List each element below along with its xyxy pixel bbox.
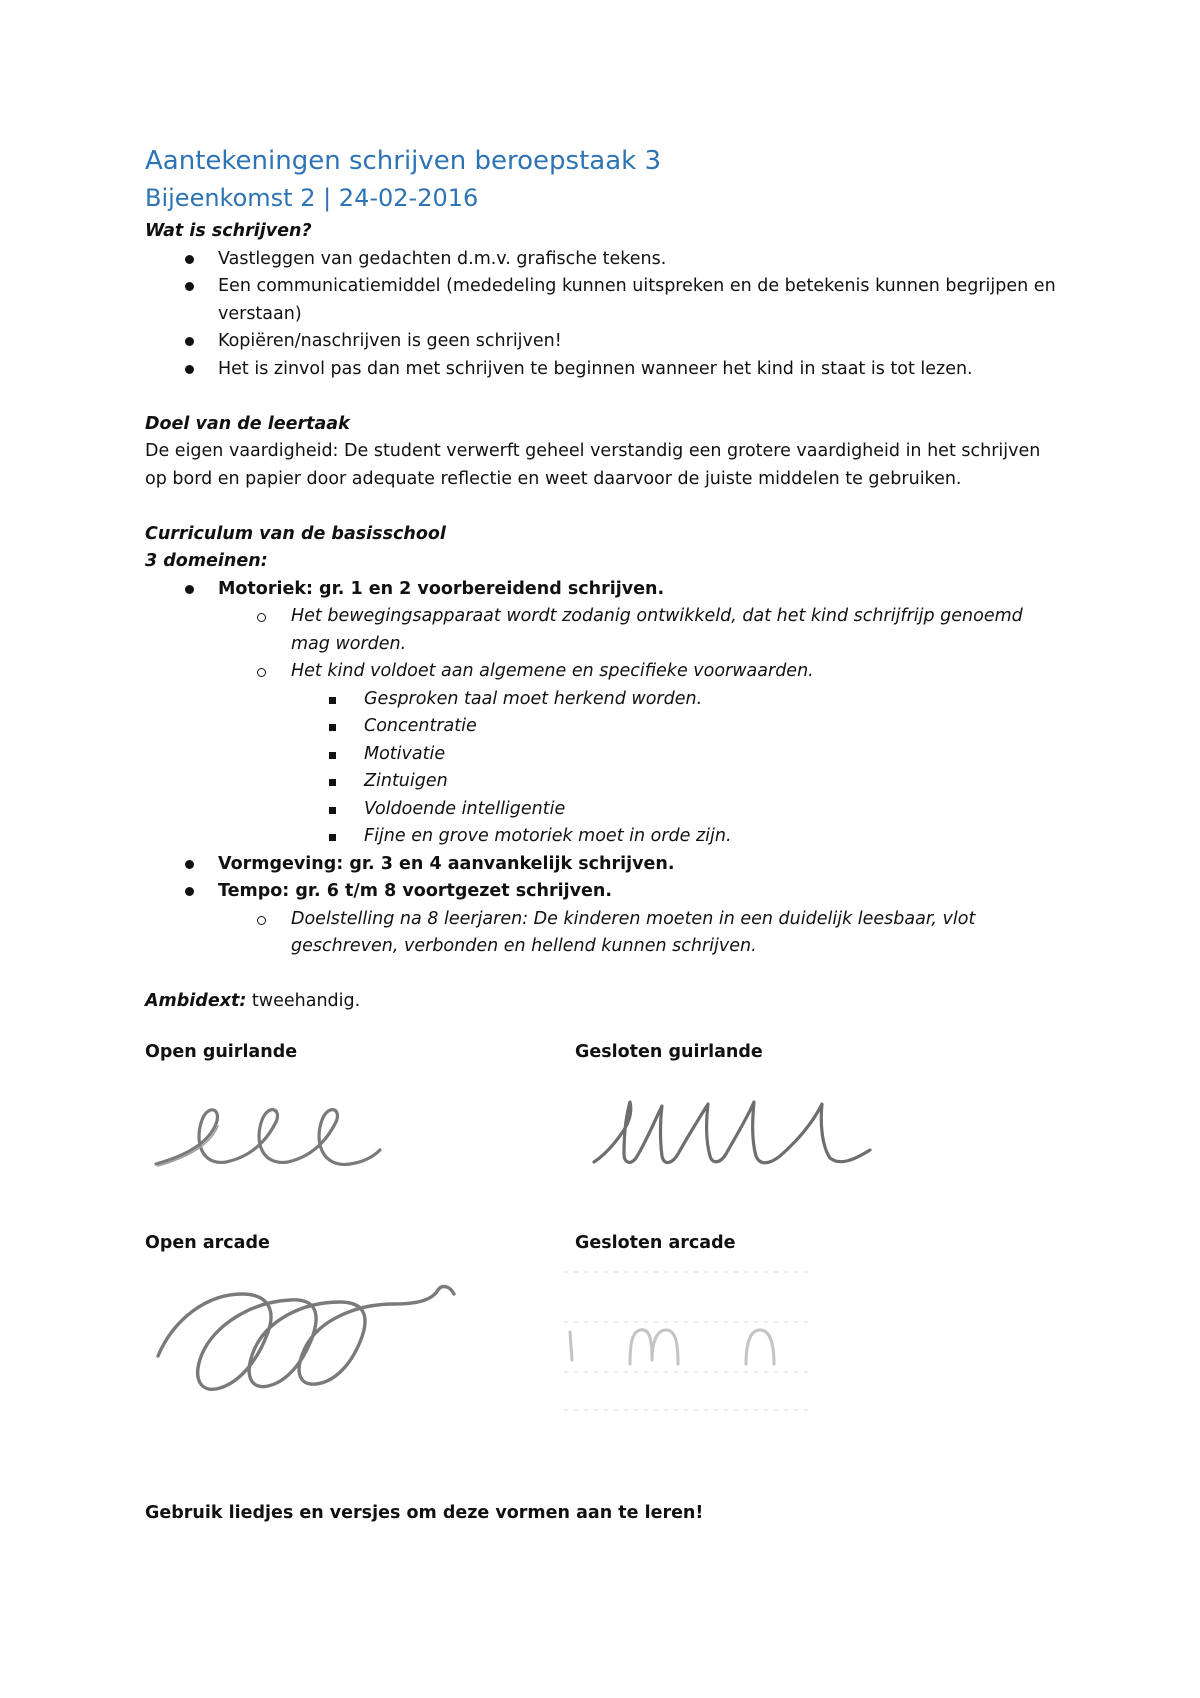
open-guirlande-drawing [150,1080,390,1180]
heading-doel: Doel van de leertaak [145,413,350,434]
bullet-icon [185,337,194,346]
ambidext-term: Ambidext: [145,991,247,1011]
list-item: Zintuigen [145,768,1065,796]
square-bullet-icon [329,779,336,786]
square-bullet-icon [329,752,336,759]
label-gesloten-guirlande: Gesloten guirlande [575,1042,763,1062]
label-open-arcade: Open arcade [145,1233,270,1253]
square-bullet-icon [329,807,336,814]
open-arcade-drawing [150,1270,480,1400]
square-bullet-icon [329,834,336,841]
label-open-guirlande: Open guirlande [145,1042,298,1062]
gesloten-guirlande-drawing [590,1080,880,1180]
list-item: Vastleggen van gedachten d.m.v. grafische tekens. [145,246,1065,274]
list-item: Kopiëren/naschrijven is geen schrijven! [145,328,1065,356]
list-item: Voldoende intelligentie [145,796,1065,824]
circle-bullet-icon [257,668,266,677]
list-item: Een communicatiemiddel (mededeling kunnen uitspreken en de betekenis kunnen begrijpen en verstaan) [145,273,1065,328]
heading-wat-is-schrijven: Wat is schrijven? [145,221,312,241]
bullet-icon [185,585,194,594]
bullet-icon [185,255,194,264]
bullet-icon [185,282,194,291]
list-item-motoriek: Motoriek: gr. 1 en 2 voorbereidend schrijven. [145,576,1065,604]
circle-bullet-icon [257,613,266,622]
square-bullet-icon [329,724,336,731]
doel-text: De eigen vaardigheid: De student verwerft geheel verstandig een grotere vaardigheid in het schrijven op bord en papier door adequate reflectie en weet daarvoor de juiste middelen te gebruiken. [145,441,1041,489]
document-subtitle: Bijeenkomst 2 | 24-02-2016 [145,184,479,212]
bullet-icon [185,860,194,869]
list-item-tempo: Tempo: gr. 6 t/m 8 voortgezet schrijven. [145,878,1065,906]
gesloten-arcade-drawing [560,1260,820,1420]
square-bullet-icon [329,697,336,704]
ambidext-definition: tweehandig. [246,991,361,1011]
label-gesloten-arcade: Gesloten arcade [575,1233,736,1253]
list-item: Doelstelling na 8 leerjaren: De kinderen moeten in een duidelijk leesbaar, vlot geschreven, verbonden en hellend kunnen schrijven. [145,906,1065,961]
closing-note: Gebruik liedjes en versjes om deze vormen aan te leren! [145,1503,704,1523]
list-item: Motivatie [145,741,1065,769]
list-item: Concentratie [145,713,1065,741]
list-item: Het bewegingsapparaat wordt zodanig ontwikkeld, dat het kind schrijfrijp genoemd mag worden. [145,603,1065,658]
bullet-icon [185,887,194,896]
list-item: Het is zinvol pas dan met schrijven te beginnen wanneer het kind in staat is tot lezen. [145,356,1065,384]
list-domeinen [145,576,1065,961]
list-item: Fijne en grove motoriek moet in orde zijn. [145,823,1065,851]
bullet-icon [185,365,194,374]
subheading-domeinen: 3 domeinen: [145,551,268,571]
list-wat-is-schrijven [145,246,1065,384]
list-item-vormgeving: Vormgeving: gr. 3 en 4 aanvankelijk schrijven. [145,851,1065,879]
section-wat-is-schrijven [145,218,1065,1016]
circle-bullet-icon [257,916,266,925]
heading-curriculum: Curriculum van de basisschool [145,523,446,544]
list-item: Gesproken taal moet herkend worden. [145,686,1065,714]
ambidext-line [145,988,1065,1016]
document-title: Aantekeningen schrijven beroepstaak 3 [145,146,662,176]
list-item: Het kind voldoet aan algemene en specifieke voorwaarden. [145,658,1065,686]
